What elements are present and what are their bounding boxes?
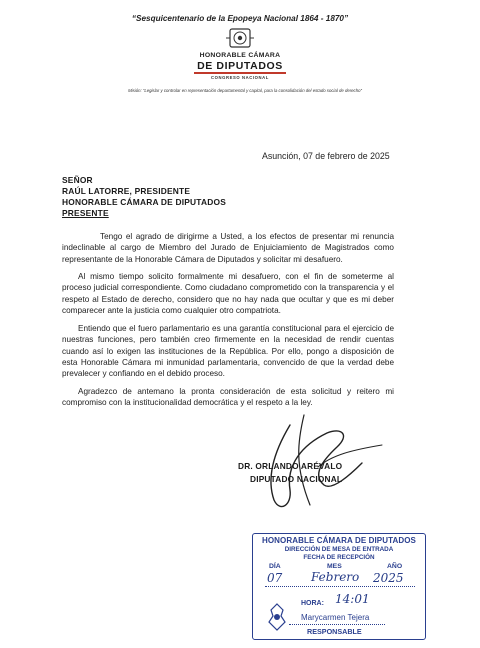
recipient-institution: HONORABLE CÁMARA DE DIPUTADOS [62,197,226,207]
stamp-chamber-name: HONORABLE CÁMARA DE DIPUTADOS [261,536,416,545]
stamp-responsable-label: RESPONSABLE [307,627,362,636]
paragraph-text: Tengo el agrado de dirigirme a Usted, a los efectos de presentar mi renuncia indeclinable al cargo de Miembro del Jurado de Enjuiciamiento de Magistrados como representante de la Honorable Cámara de Diputados y solicitar mi desafuero. [62,232,394,264]
stamp-responsable-line [289,624,385,626]
recipient-presente: PRESENTE [62,208,109,218]
paragraph-text: Al mismo tiempo solicito formalmente mi desafuero, con el fin de someterme al proceso judicial correspondiente. Como ciudadano comprometido con la transparencia y el respeto al Estado de derecho, considero que no hay nada que ocultar y que es mi deber comparecer ante la justicia como cualquier otro compatriota. [62,272,394,315]
stamp-hora-label: HORA: [301,600,324,607]
stamp-department: DIRECCIÓN DE MESA DE ENTRADA [284,546,394,553]
header-motto-text: “Sesquicentenario de la Epopeya Nacional 1864 - 1870” [131,14,349,23]
signer-title: DIPUTADO NACIONAL [250,474,343,484]
stamp-crest-icon [263,602,291,632]
paragraph-text: Agradezco de antemano la pronta consideración de esta solicitud y reitero mi compromiso con la institucionalidad democrática y el respeto a la ley. [62,387,394,408]
handwritten-signature [232,405,402,515]
letter-date: Asunción, 07 de febrero de 2025 [262,151,390,161]
stamp-hora-value: 14:01 [335,592,370,606]
stamp-year-label: AÑO [387,563,403,570]
chamber-crest-icon [224,26,256,50]
stamp-month-label: MES [327,563,342,570]
stamp-date-dotted-line [265,585,415,587]
header-motto [0,14,480,23]
chamber-name-line1: HONORABLE CÁMARA [199,52,281,59]
stamp-receiver-name: Marycarmen Tejera [301,613,370,622]
recipient-salutation: SEÑOR [62,175,93,185]
stamp-heading: FECHA DE RECEPCIÓN [303,554,375,561]
body-paragraph [62,231,394,265]
recipient-name: RAÚL LATORRE, PRESIDENTE [62,186,191,196]
body-paragraph [62,271,394,316]
paragraph-text: Entiendo que el fuero parlamentario es una garantía constitucional para el ejercicio de nuestras funciones, pero también creo firmemente en la necesidad de rendir cuentas cuando así lo exigen las instituciones de la República. Por ello, pongo a disposición de esta Honorable Cámara mi inmunidad parlamentaria, convencido de que la verdad debe prevalecer y confiando en el debido proceso. [62,324,394,379]
chamber-name-line3: CONGRESO NACIONAL [211,75,269,80]
body-paragraph [62,323,394,379]
chamber-accent-rule [194,72,286,74]
stamp-month-value: Febrero [311,570,360,584]
signer-name: DR. ORLANDO ARÉVALO [238,461,343,471]
chamber-name-line2: DE DIPUTADOS [197,60,283,72]
stamp-day-value: 07 [267,571,283,585]
mission-statement: Misión: “Legislar y controlar en representación departamental y capital, para la consolidación del estado social de derecho” [128,88,362,93]
reception-stamp [252,533,426,640]
stamp-year-value: 2025 [373,571,404,585]
stamp-day-label: DÍA [269,563,281,570]
